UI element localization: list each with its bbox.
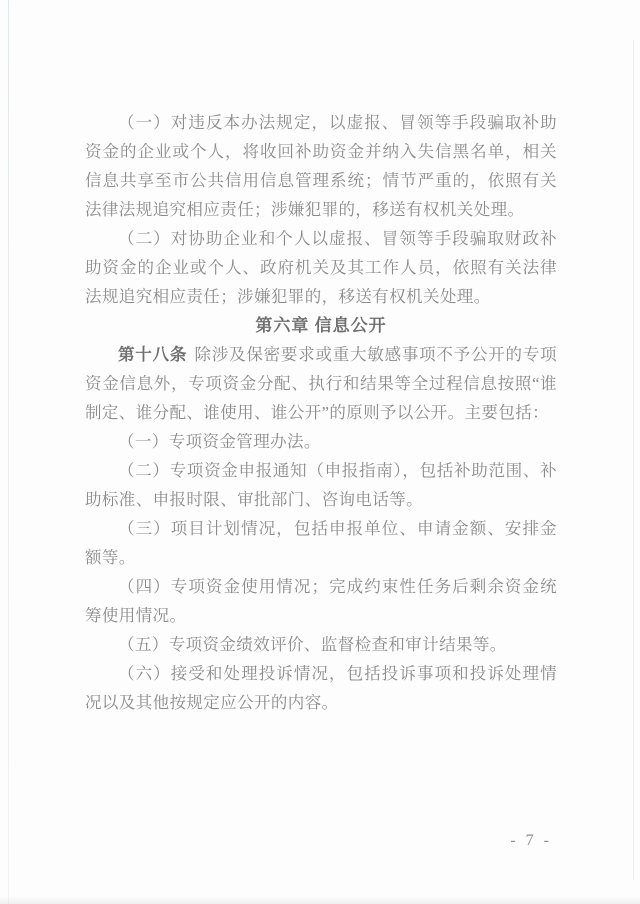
document-body bbox=[85, 108, 557, 717]
scan-edge-artifact-right bbox=[633, 40, 634, 880]
article-18-number: 第十八条 bbox=[118, 345, 188, 364]
list-item-5: （五）专项资金绩效评价、监督检查和审计结果等。 bbox=[118, 635, 507, 654]
scan-edge-artifact-bottom bbox=[0, 896, 640, 904]
list-item-6: （六）接受和处理投诉情况，包括投诉事项和投诉处理情况以及其他按规定应公开的内容。 bbox=[85, 664, 557, 712]
clause-paragraph-1: （一）对违反本办法规定，以虚报、冒领等手段骗取补助资金的企业或个人，将收回补助资金并纳入失信黑名单，相关信息共享至市公共信用信息管理系统；情节严重的，依照有关法律法规追究相应责任；涉嫌犯罪的，移送有权机关处理。 bbox=[85, 113, 557, 219]
clause-paragraph-2: （二）对协助企业和个人以虚报、冒领等手段骗取财政补助资金的企业或个人、政府机关及其工作人员，依照有关法律法规追究相应责任；涉嫌犯罪的，移送有权机关处理。 bbox=[85, 229, 557, 306]
list-item-2: （二）专项资金申报通知（申报指南），包括补助范围、补助标准、申报时限、审批部门、咨询电话等。 bbox=[85, 461, 557, 509]
chapter-heading: 第六章 信息公开 bbox=[255, 316, 387, 335]
list-item-4: （四）专项资金使用情况；完成约束性任务后剩余资金统筹使用情况。 bbox=[85, 577, 557, 625]
article-18-text: 除涉及保密要求或重大敏感事项不予公开的专项资金信息外，专项资金分配、执行和结果等全过程信息按照“谁制定、谁分配、谁使用、谁公开”的原则予以公开。主要包括： bbox=[85, 345, 557, 422]
scan-edge-artifact-left bbox=[8, 0, 9, 904]
page-number: - 7 - bbox=[510, 832, 552, 849]
list-item-3: （三）项目计划情况，包括申报单位、申请金额、安排金额等。 bbox=[85, 519, 557, 567]
article-18-paragraph bbox=[85, 340, 557, 427]
list-item-1: （一）专项资金管理办法。 bbox=[118, 432, 321, 451]
